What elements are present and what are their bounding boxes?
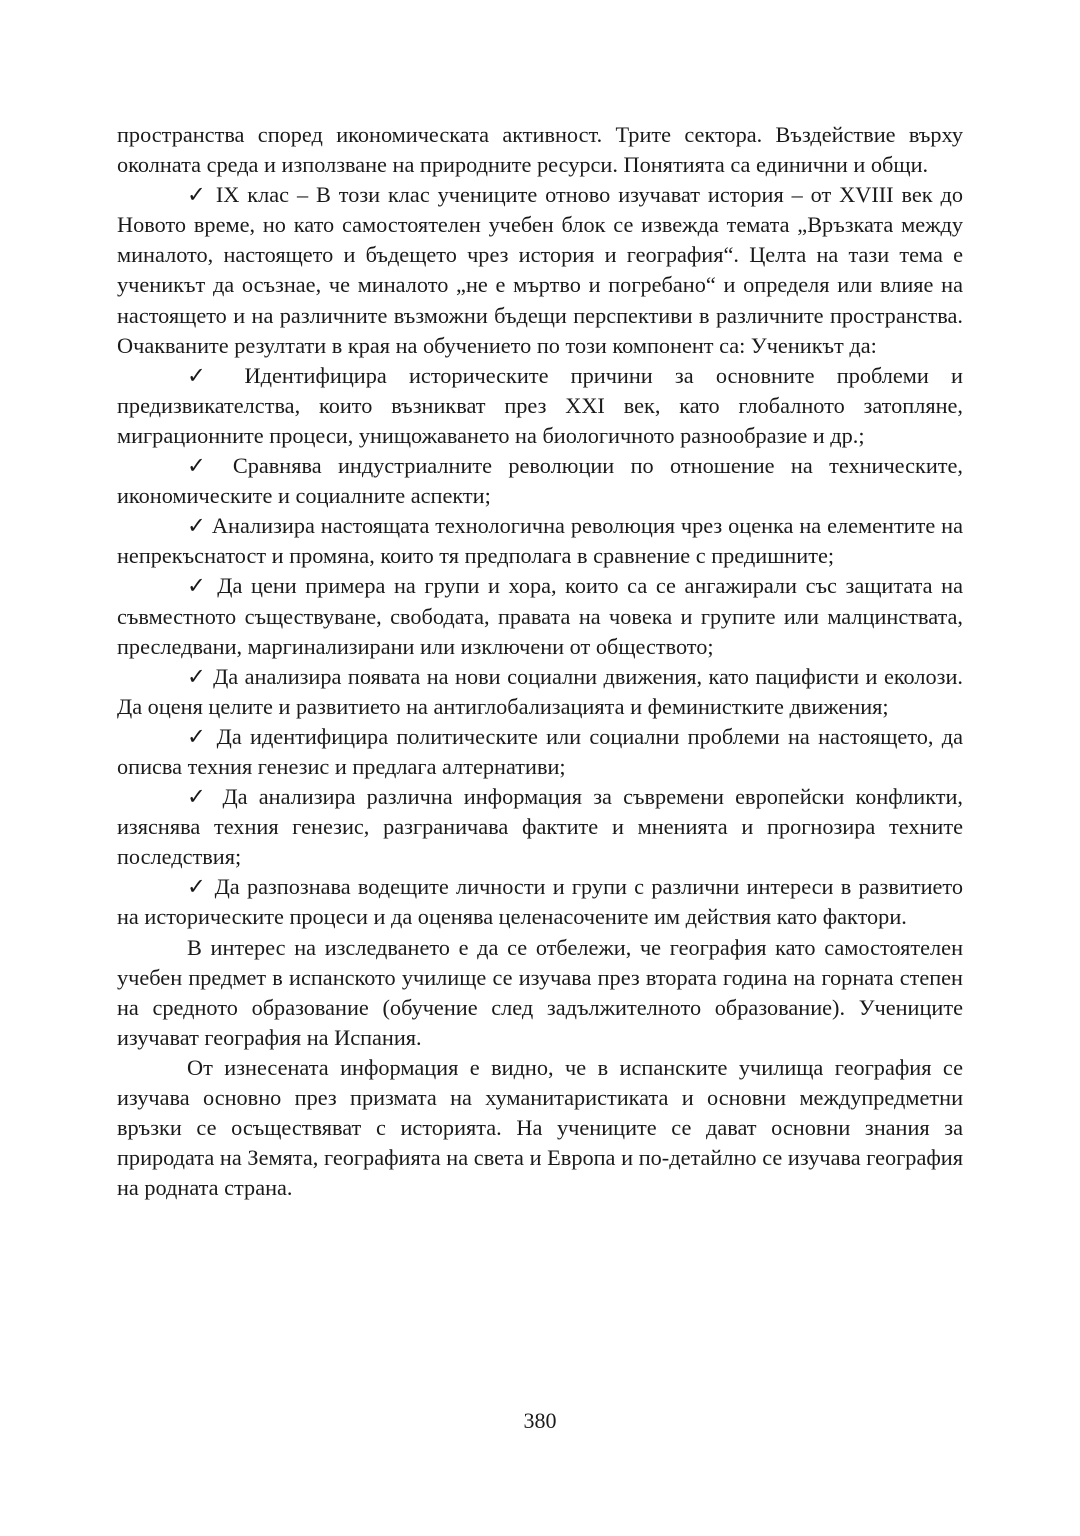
- checklist-item-conflicts: ✓ Да анализира различна информация за съвремени европейски конфликти, изяснява техния генезис, разграничава фактите и мненията и прогнозира техните последствия;: [117, 784, 963, 870]
- checklist-item-movements: ✓ Да анализира появата на нови социални движения, като пацифисти и еколози. Да оценя целите и развитието на антиглобализацията и феминистките движения;: [117, 663, 963, 719]
- paragraph-geography-subject: В интерес на изследването е да се отбележи, че география като самостоятелен учебен предмет в испанското училище се изучава през втората година на горната степен на средното образование (обучение след задължителното образование). Учениците изучават география на Испания.: [117, 934, 963, 1050]
- checklist-item-personalities: ✓ Да разпознава водещите личности и групи с различни интереси в развитието на историческите процеси и да оценява целенасочените им действия като фактори.: [117, 874, 963, 930]
- paragraph-conclusion: От изнесената информация е видно, че в испанските училища география се изучава основно през призмата на хуманитаристиката и основни междупредметни връзки се осъществяват с историята. На учениците се дават основни знания за природата на Земята, географията на света и Европа и по-детайлно се изучава география на родната страна.: [117, 1054, 963, 1201]
- body-text: [117, 120, 963, 1203]
- checklist-item-analyze-tech: ✓ Анализира настоящата технологична революция чрез оценка на елементите на непрекъснатост и промяна, които тя предполага в сравнение с предишните;: [117, 513, 963, 569]
- page-number: 380: [523, 1408, 557, 1433]
- checklist-item-political: ✓ Да идентифицира политическите или социални проблеми на настоящето, да описва техния генезис и предлага алтернативи;: [117, 723, 963, 779]
- paragraph-ix-grade: ✓ IX клас – В този клас учениците отново изучават история – от XVIII век до Новото време, но като самостоятелен учебен блок се извежда темата „Връзката между миналото, настоящето и бъдещето чрез история и география“. Целта на тази тема е ученикът да осъзнае, че миналото „не е мъртво и погребано“ и определя или влияе на настоящето и на различните възможни бъдещи перспективи в различните пространства. Очакваните резултати в края на обучението по този компонент са: Ученикът да:: [117, 182, 963, 358]
- checklist-item-value-groups: ✓ Да цени примера на групи и хора, които са се ангажирали със защитата на съвместното съществуване, свободата, правата на човека и групите или малцинствата, преследвани, маргинализирани или изключени от обществото;: [117, 573, 963, 659]
- checklist-item-identify: ✓ Идентифицира историческите причини за основните проблеми и предизвикателства, които възникват през XXI век, като глобалното затопляне, миграционните процеси, унищожаването на биологичното разнообразие и др.;: [117, 362, 963, 448]
- paragraph-continued-sectors: пространства според икономическата активност. Трите сектора. Въздействие върху околната среда и използване на природните ресурси. Понятията са единични и общи.: [117, 122, 963, 178]
- checklist-item-compare: ✓ Сравнява индустриалните революции по отношение на техническите, икономическите и социалните аспекти;: [117, 453, 963, 509]
